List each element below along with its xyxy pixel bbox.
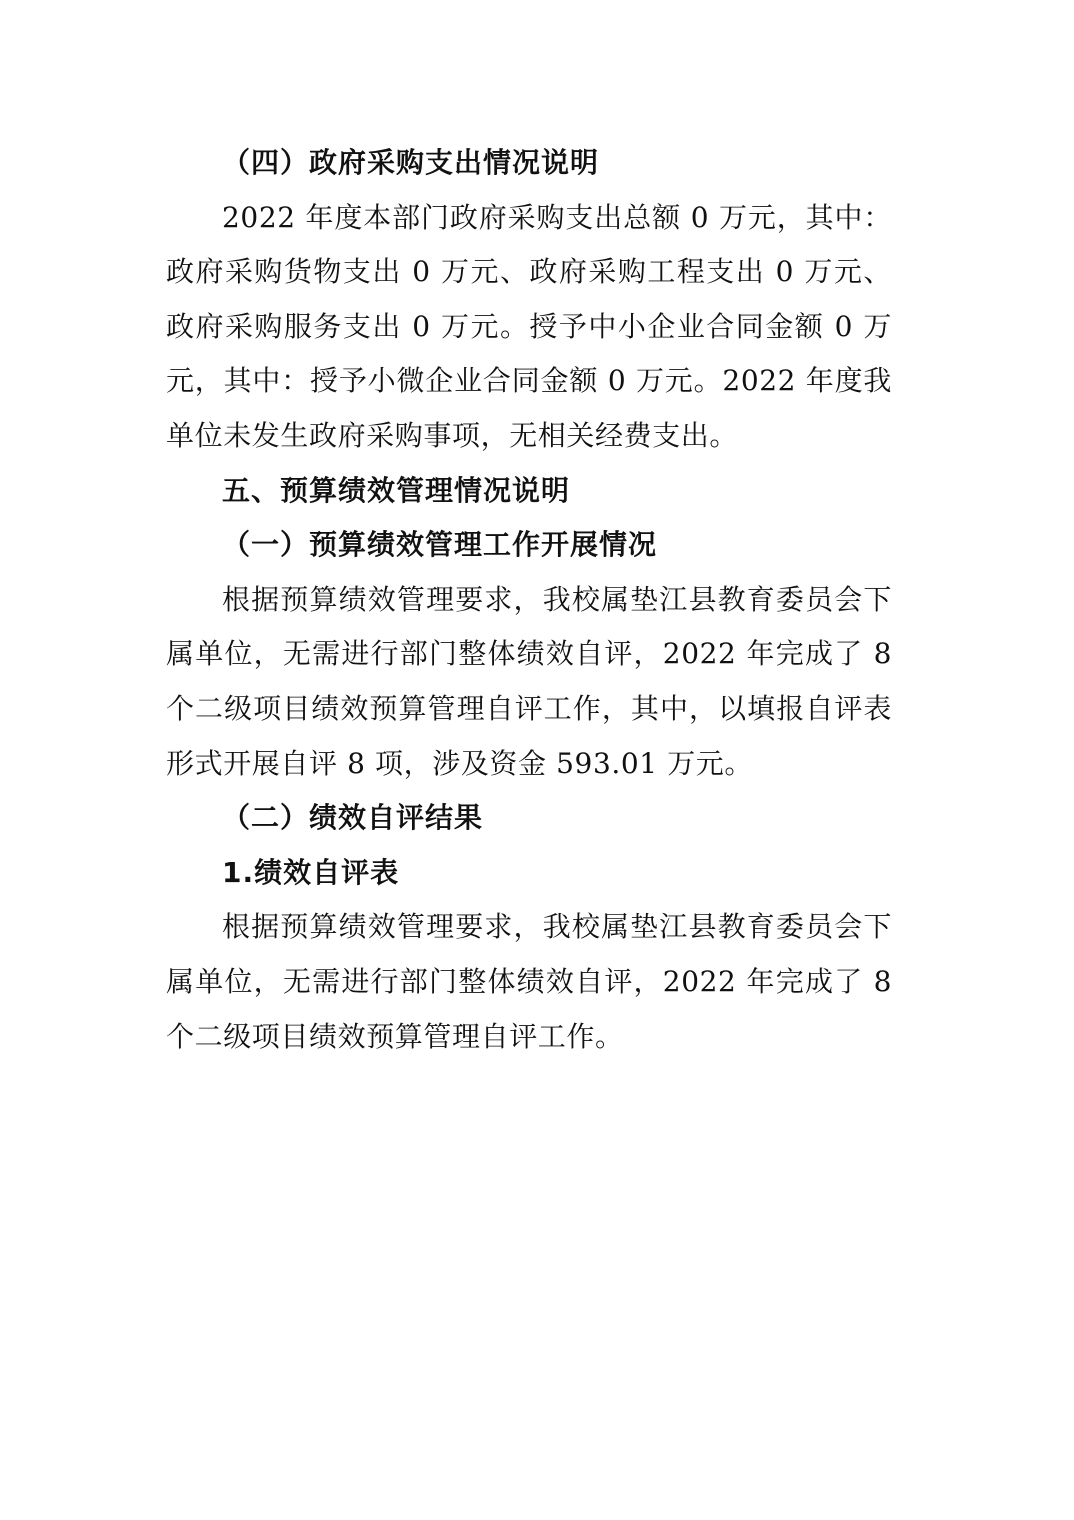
item-heading-self-evaluation-table: 1.绩效自评表 xyxy=(222,855,400,889)
document-body xyxy=(166,136,892,1064)
section-heading-budget-performance: 五、预算绩效管理情况说明 xyxy=(222,473,571,507)
paragraph-government-procurement: 2022 年度本部门政府采购支出总额 0 万元，其中：政府采购货物支出 0 万元、政府采购工程支出 0 万元、政府采购服务支出 0 万元。授予中小企业合同金额 0 万元，其中：授予小微企业合同金额 0 万元。2022 年度我单位未发生政府采购事项，无相关经费支出。 xyxy=(166,200,892,452)
subsection-heading-self-evaluation-results: （二）绩效自评结果 xyxy=(222,801,484,835)
paragraph-self-evaluation-table: 根据预算绩效管理要求，我校属垫江县教育委员会下属单位，无需进行部门整体绩效自评，2022 年完成了 8 个二级项目绩效预算管理自评工作。 xyxy=(166,910,892,1053)
section-heading-government-procurement: （四）政府采购支出情况说明 xyxy=(222,146,600,179)
paragraph-performance-work: 根据预算绩效管理要求，我校属垫江县教育委员会下属单位，无需进行部门整体绩效自评，2022 年完成了 8 个二级项目绩效预算管理自评工作，其中，以填报自评表形式开展自评 8 项，涉及资金 593.01 万元。 xyxy=(166,582,892,780)
subsection-heading-performance-work: （一）预算绩效管理工作开展情况 xyxy=(222,528,658,562)
